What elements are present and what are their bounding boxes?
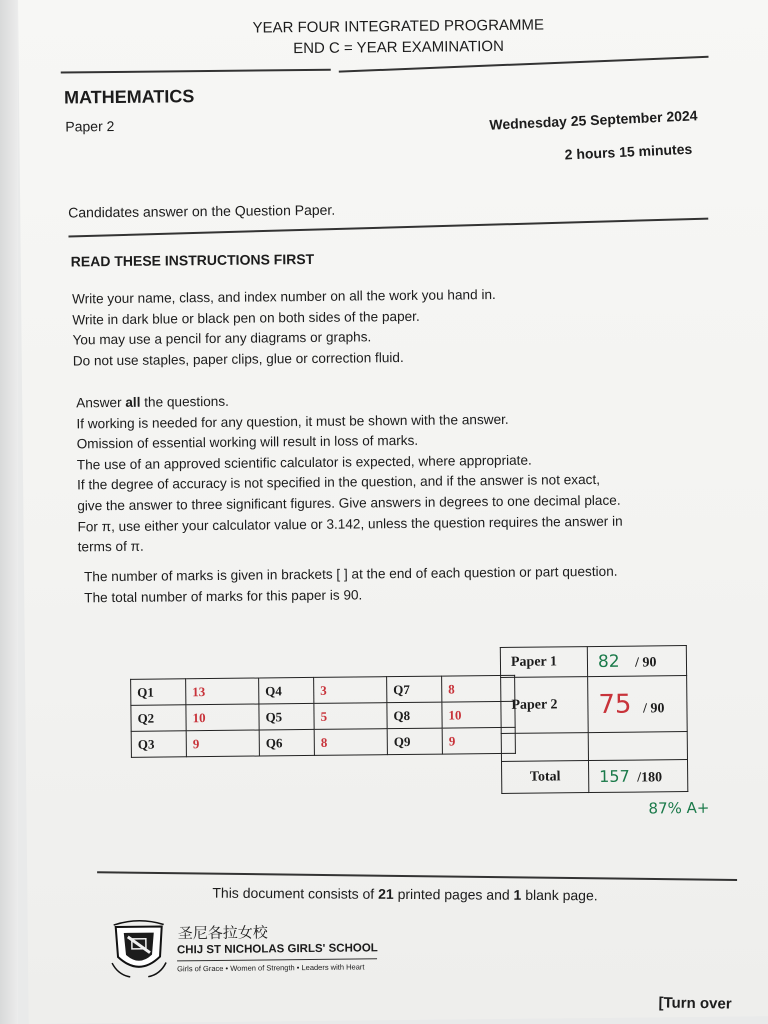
question-score: 9 — [442, 727, 515, 754]
instruction-line: If working is needed for any question, it must be shown with the answer. — [76, 411, 509, 432]
exam-title: END C = YEAR EXAMINATION — [293, 37, 504, 58]
instruction-line: Do not use staples, paper clips, glue or correction fluid. — [72, 349, 404, 369]
paper-2-label: Paper 2 — [501, 677, 589, 734]
instructions-block-2 — [76, 388, 623, 558]
question-label: Q9 — [387, 728, 442, 755]
table-row — [131, 701, 515, 731]
table-row — [502, 760, 688, 794]
instruction-line: Write your name, class, and index number on all the work you hand in. — [72, 287, 496, 307]
question-score: 5 — [314, 703, 387, 730]
instruction-line: You may use a pencil for any diagrams or graphs. — [72, 329, 372, 348]
candidates-note: Candidates answer on the Question Paper. — [68, 201, 336, 221]
question-score: 9 — [186, 730, 259, 757]
table-row — [501, 732, 687, 762]
question-score: 10 — [186, 704, 259, 731]
total-out-of: /180 — [637, 769, 663, 786]
question-label: Q1 — [131, 679, 186, 706]
instruction-line: The use of an approved scientific calculator is expected, where appropriate. — [76, 452, 532, 473]
paper-1-score: 82 — [597, 651, 620, 672]
table-row — [131, 675, 515, 705]
paper-edge — [0, 0, 18, 1024]
programme-title: YEAR FOUR INTEGRATED PROGRAMME — [252, 16, 545, 37]
marks-info — [84, 562, 618, 609]
paper-number: Paper 2 — [65, 117, 115, 135]
question-label: Q5 — [259, 703, 314, 730]
school-chinese-name: 圣尼各拉女校 — [177, 923, 268, 943]
paper-2-score-cell — [588, 676, 688, 733]
exam-date: Wednesday 25 September 2024 — [489, 107, 698, 133]
table-row — [500, 646, 686, 678]
question-score: 10 — [442, 701, 515, 728]
header-rule-right — [339, 56, 709, 72]
instruction-line: If the degree of accuracy is not specified in the question, and if the answer is not exact, — [77, 472, 601, 493]
paper-1-out-of: / 90 — [635, 654, 657, 671]
page-count-note: This document consists of 21 printed pages and 1 blank page. — [212, 884, 598, 904]
footer-rule — [97, 871, 737, 880]
header-rule-left — [61, 69, 331, 73]
instruction-line: Omission of essential working will result in loss of marks. — [76, 433, 419, 452]
instructions-block-1 — [72, 285, 496, 372]
empty-cell — [501, 733, 588, 762]
subject-title: MATHEMATICS — [63, 86, 195, 108]
question-score: 8 — [314, 729, 387, 756]
exam-cover-page — [18, 0, 768, 1024]
paper-1-score-cell — [587, 646, 686, 677]
summary-score-table — [500, 645, 689, 794]
question-score: 13 — [186, 678, 259, 705]
paper-1-label: Paper 1 — [500, 647, 587, 678]
question-label: Q8 — [387, 702, 442, 729]
question-label: Q4 — [259, 677, 314, 704]
table-row — [501, 676, 688, 734]
instruction-line: For π, use either your calculator value or 3.142, unless the question requires the answer in — [77, 513, 623, 534]
marks-line: The total number of marks for this paper is 90. — [84, 587, 363, 605]
total-label: Total — [502, 761, 589, 794]
total-score-cell — [588, 760, 687, 793]
table-row — [131, 727, 515, 757]
instructions-heading: READ THESE INSTRUCTIONS FIRST — [70, 250, 315, 270]
empty-cell — [588, 732, 687, 761]
answer-all-line: Answer all the questions. — [76, 393, 229, 411]
turn-over-note: [Turn over — [658, 994, 732, 1013]
total-score: 157 — [599, 766, 630, 786]
question-label: Q6 — [259, 729, 314, 756]
question-label: Q3 — [131, 731, 186, 758]
question-score: 3 — [314, 677, 387, 704]
exam-duration: 2 hours 15 minutes — [564, 140, 693, 163]
grade-note: 87% A+ — [648, 798, 710, 818]
question-score: 8 — [442, 675, 515, 702]
paper-2-out-of: / 90 — [642, 700, 665, 716]
question-score-table — [130, 675, 516, 758]
school-crest-icon — [110, 918, 169, 981]
question-label: Q7 — [387, 676, 442, 703]
instruction-line: Write in dark blue or black pen on both sides of the paper. — [72, 308, 420, 328]
school-name-rule — [177, 958, 377, 961]
question-label: Q2 — [131, 705, 186, 732]
school-motto: Girls of Grace • Women of Strength • Leaders with Heart — [177, 962, 365, 974]
marks-line: The number of marks is given in brackets [ ] at the end of each question or part question. — [83, 563, 618, 585]
candidates-rule — [68, 218, 708, 237]
instruction-line: give the answer to three significant figures. Give answers in degrees to one decimal place. — [77, 492, 621, 514]
paper-2-score: 75 — [598, 689, 632, 720]
school-name: CHIJ ST NICHOLAS GIRLS' SCHOOL — [176, 942, 378, 957]
instruction-line: terms of π. — [77, 538, 144, 555]
